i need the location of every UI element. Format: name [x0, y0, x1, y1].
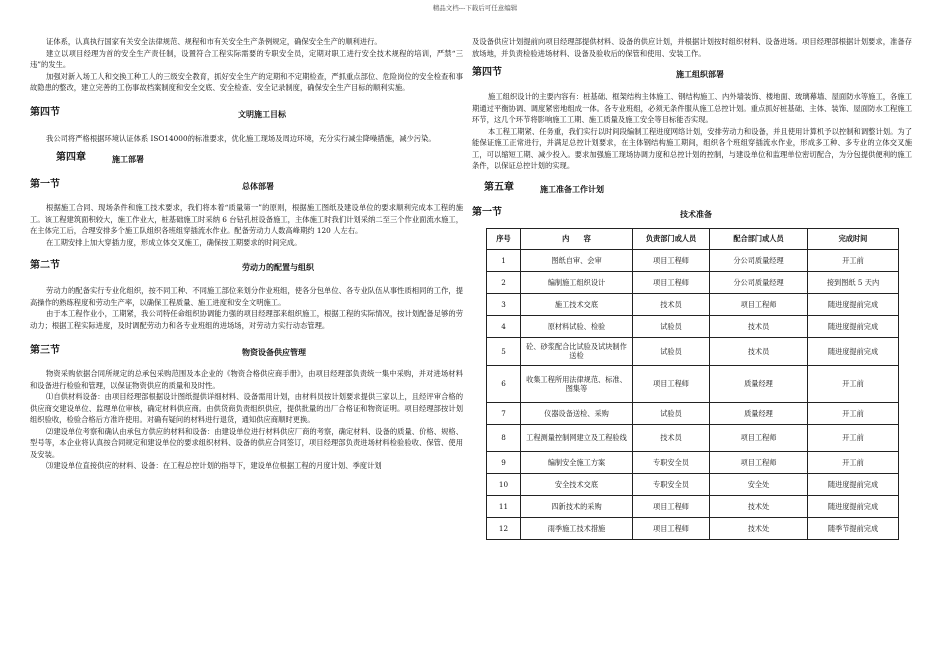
paragraph: 由于本工程作业小，工期紧，我公司特任命组织协调能力强的项目经理部来组织施工，根据工程的实际情况，按计划配备足够的劳动力；根据工程实际进度，及时调配劳动力和各专业班组的进场场，对劳动力实行动态管理。	[30, 309, 463, 330]
table-cell: 收集工程所用法律规范、标准、图集等	[521, 365, 633, 402]
paragraph: 施工组织设计的主要内容有：桩基础、框架结构主体施工、钢结构施工、内外墙装饰、楼地面、玻璃幕墙、屋面防水等施工，各施工期通过平衡协调、调度紧密地组成一体。各专业班组，必须无条件服从施工总控计划。重点抓好桩基础、主体、装饰、屋面防水工程施工环节，这几个环节将影响施工工期、施工质量及施工安全等目标能否实现。	[472, 92, 912, 124]
table-cell: 四新技术的采购	[521, 495, 633, 517]
paragraph: 劳动力的配备实行专业化组织，按不同工种、不同施工部位来划分作业班组，使各分包单位、各专业队伍从事性质相同的工作，提高操作的熟练程度和劳动生产率，以确保工程质量、施工进度和安全文明施工。	[30, 286, 463, 307]
table-cell: 5	[487, 337, 521, 365]
technical-preparation-table	[486, 228, 899, 540]
table-cell: 项目工程师	[633, 249, 710, 271]
table-header-row	[487, 228, 899, 249]
table-cell: 技术员	[710, 337, 808, 365]
table-cell: 专职安全员	[633, 451, 710, 473]
table-cell: 8	[487, 424, 521, 451]
paragraph: 本工程工期紧、任务重，我们实行以时间段编制工程进度网络计划，安排劳动力和设备，并且使用计算机予以控制和调整计划。为了能保证施工正常进行，并满足总控计划要求，在主体钢结构施工期间，组织各个班组穿插流水作业，形成多工种、多专业的立体交叉施工，可以缩短工期、减少投入。要求加强施工现场协调力度和总控计划的控制，与建设单位和监理单位密切配合，为分包提供便利的施工条件，以保证总控计划的实现。	[472, 126, 912, 170]
chapter-title: 施工部署	[112, 154, 144, 164]
table-cell: 11	[487, 495, 521, 517]
table-cell: 1	[487, 249, 521, 271]
table-cell: 质量经理	[710, 365, 808, 402]
table-cell: 编制安全施工方案	[521, 451, 633, 473]
column-header: 完成时间	[808, 228, 899, 249]
section-title: 技术准备	[680, 208, 712, 219]
chapter-heading	[472, 182, 912, 197]
table-cell: 随进度提前完成	[808, 337, 899, 365]
section-label: 第二节	[30, 260, 60, 271]
table-cell: 技术员	[633, 293, 710, 315]
section-heading	[30, 179, 463, 194]
table-cell: 随进度提前完成	[808, 293, 899, 315]
table-row	[487, 402, 899, 424]
table-cell: 原材料试验、检验	[521, 315, 633, 337]
table-row	[487, 337, 899, 365]
column-header: 负责部门或人员	[633, 228, 710, 249]
section-label: 第四节	[30, 106, 60, 118]
table-row	[487, 249, 899, 271]
table-cell: 编制施工组织设计	[521, 271, 633, 293]
section-heading	[30, 260, 463, 275]
column-header: 配合部门或人员	[710, 228, 808, 249]
chapter-label: 第五章	[484, 181, 514, 193]
paragraph: 证体系，认真执行国家有关安全法律规范、规程和市有关安全生产条例规定，确保安全生产的顺利进行。	[46, 37, 382, 46]
chapter-heading	[30, 152, 463, 167]
table-cell: 施工技术交底	[521, 293, 633, 315]
table-row	[487, 424, 899, 451]
table-cell: 技术处	[710, 517, 808, 539]
table-row	[487, 293, 899, 315]
paragraph: 物资采购依据合同所规定的总承包采购范围及本企业的《物资合格供应商手册》，由项目经理部负责统一集中采购，并对进场材料和设备进行检验和管理，以保证物资供应的质量和及时性。	[30, 369, 463, 390]
table-cell: 3	[487, 293, 521, 315]
table-row	[487, 271, 899, 293]
paragraph: 及设备供应计划提前向项目经理部提供材料、设备的供应计划，并根据计划按时组织材料、设备进场。项目经理部根据计划要求，准备存放场地，并负责检验进场材料、设备及验收后的保管和使用、安装工作。	[472, 37, 912, 58]
table-row	[487, 365, 899, 402]
table-cell: 随进度提前完成	[808, 495, 899, 517]
table-cell: 工程测量控制网建立及工程验线	[521, 424, 633, 451]
table-cell: 项目工程师	[633, 271, 710, 293]
table-cell: 砼、砂浆配合比试验及试块制作送检	[521, 337, 633, 365]
table-cell: 专职安全员	[633, 473, 710, 495]
table-cell: 分公司质量经理	[710, 271, 808, 293]
section-heading	[472, 67, 912, 82]
table-row	[487, 315, 899, 337]
table-cell: 接到图纸 5 天内	[808, 271, 899, 293]
table-cell: 项目工程师	[633, 517, 710, 539]
section-title: 施工组织部署	[676, 69, 724, 79]
paragraph: 加强对新入场工人和交换工种工人的三级安全教育，抓好安全生产的定期和不定期检查，严抓重点部位、危险岗位的安全检查和事故隐患的整改，建立完善的工伤事故档案制度和安全交底、安全检查、安全记录制度，确保安全生产目标的顺利实施。	[30, 71, 463, 92]
section-label: 第一节	[30, 179, 60, 190]
paragraph: 建立以项目经理为首的安全生产责任制，设置符合工程实际需要的专职安全员，定期对职工进行安全技术规程的培训，严禁“三违”的发生。	[30, 48, 463, 69]
section-heading	[30, 107, 463, 122]
column-header: 序号	[487, 228, 521, 249]
chapter-label: 第四章	[56, 152, 86, 163]
table-cell: 项目工程师	[633, 365, 710, 402]
table-cell: 9	[487, 451, 521, 473]
paragraph: 在工期安排上加大穿插力度，形成立体交叉施工，确保按工期要求的时间完成。	[46, 237, 302, 247]
paragraph: 根据施工合同、现场条件和施工技术要求，我们将本着“质量第一”的原则，根据施工图纸及建设单位的要求顺利完成本工程的施工。该工程建筑面积较大，施工作业大，桩基础施工时采纳 6 台钻孔桩设备施工，主体施工时我们计划采纳二至三个作业面流水施工，在主体完工后，合理安排多个施工队组织各班组穿插流水作业。配备劳动力人数高峰期约 120 人左右。	[30, 203, 463, 235]
paragraph: ⑵建设单位考察和确认由承包方供应的材料和设备：由建设单位进行材料供应厂商的考察，确定材料、设备的质量、价格、规格、型号等，本企业将认真按合同规定和建设单位的要求组织材料、设备的供应合同签订，项目经理部负责进场材料检验验收、保管、使用及安装。	[30, 426, 463, 459]
section-title: 劳动力的配置与组织	[242, 262, 314, 272]
section-label: 第三节	[30, 345, 60, 356]
table-cell: 项目工程师	[710, 424, 808, 451]
section-title: 文明施工目标	[238, 108, 286, 119]
table-cell: 开工前	[808, 365, 899, 402]
section-label: 第一节	[472, 206, 502, 218]
paragraph: 我公司将严格根据环境认证体系 ISO14000的标准要求，优化施工现场及周边环境，充分实行减尘降噪措施，减少污染。	[46, 133, 436, 143]
section-heading	[472, 207, 912, 222]
chapter-title: 施工准备工作计划	[540, 183, 604, 194]
table-cell: 开工前	[808, 402, 899, 424]
table-cell: 分公司质量经理	[710, 249, 808, 271]
table-cell: 12	[487, 517, 521, 539]
table-cell: 7	[487, 402, 521, 424]
left-column	[30, 36, 463, 472]
table-cell: 4	[487, 315, 521, 337]
section-label: 第四节	[472, 67, 502, 78]
table-cell: 技术员	[633, 424, 710, 451]
table-cell: 2	[487, 271, 521, 293]
table-cell: 技术处	[710, 495, 808, 517]
table-cell: 雨季施工技术措施	[521, 517, 633, 539]
section-title: 物资设备供应管理	[242, 347, 306, 357]
table-cell: 图纸自审、会审	[521, 249, 633, 271]
column-header: 内 容	[521, 228, 633, 249]
table-cell: 技术员	[710, 315, 808, 337]
table-row	[487, 517, 899, 539]
paragraph: ⑶建设单位直接供应的材料、设备：在工程总控计划的指导下，建设单位根据工程的月度计划、季度计划	[46, 461, 382, 470]
right-column	[472, 36, 912, 540]
section-heading	[30, 345, 463, 360]
table-cell: 安全技术交底	[521, 473, 633, 495]
table-cell: 试验员	[633, 402, 710, 424]
table-cell: 开工前	[808, 249, 899, 271]
table-row	[487, 473, 899, 495]
table-cell: 项目工程师	[710, 451, 808, 473]
table-row	[487, 451, 899, 473]
table-cell: 项目工程师	[633, 495, 710, 517]
table-cell: 随季节提前完成	[808, 517, 899, 539]
table-cell: 项目工程师	[710, 293, 808, 315]
paragraph: ⑴自供材料设备：由项目经理部根据设计图纸提供详细材料、设备需用计划，由材料员按计划要求提供三家以上，且经评审合格的供应商交建设单位、监理单位审核，确定材料供应商。由供货商负责组织供应，提供批量的出厂合格证和物资证明。项目经理部按计划组织验收，检验合格后方准许使用。对确有疑问的材料进行退货，通知供应商顺时更换。	[30, 392, 463, 424]
table-cell: 10	[487, 473, 521, 495]
table-cell: 试验员	[633, 337, 710, 365]
table-cell: 安全处	[710, 473, 808, 495]
table-cell: 质量经理	[710, 402, 808, 424]
table-cell: 开工前	[808, 451, 899, 473]
table-cell: 随进度提前完成	[808, 315, 899, 337]
table-cell: 试验员	[633, 315, 710, 337]
table-cell: 随进度提前完成	[808, 473, 899, 495]
section-title: 总体部署	[242, 181, 274, 191]
table-cell: 开工前	[808, 424, 899, 451]
page-header: 精品文档---下载后可任意编辑	[432, 4, 518, 12]
table-cell: 6	[487, 365, 521, 402]
table-cell: 仪器设备送检、采购	[521, 402, 633, 424]
table-row	[487, 495, 899, 517]
